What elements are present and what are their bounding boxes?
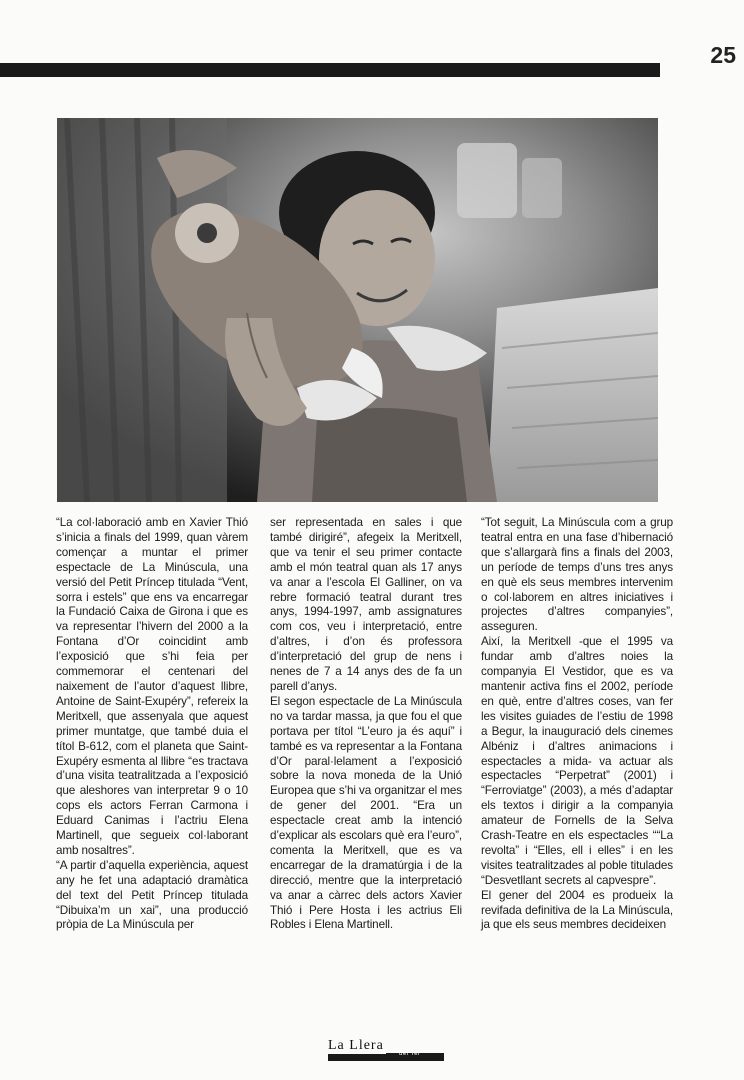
paragraph: Així, la Meritxell -que el 1995 va fundar amb d’altres noies la companyia El Vestidor, que es va mantenir activa fins el 2002, període en què, entre d’altres coses, van fer les visites guiades de l’estiu de 1998 a Begur, la inauguració dels cinemes Albéniz i d’altres animacions i espectacles a mida- va actuar als espectacles “Perpetrat” (2001) i “Ferroviatge” (2003), a més d’adaptar els textos i dirigir a la companyia amateur de Fornells de la Selva Crash-Teatre en els espectacles ““La revolta” i “Elles, ell i elles” i en les visites teatralitzades al poble titulades “Desvetllant secrets al capvespre”. [481, 635, 673, 887]
footer-rule [328, 1053, 444, 1061]
article-column-2 [270, 516, 462, 933]
paragraph: El gener del 2004 es produeix la revifada definitiva de la La Minúscula, ja que els seus membres decideixen [481, 888, 673, 932]
paragraph: “A partir d’aquella experiència, aquest any he fet una adaptació dramàtica del text del Petit Príncep titulada “Dibuixa’m un xai”, una producció pròpia de La Minúscula per [56, 858, 248, 932]
photo-girl-hugging-plush-doll-icon [57, 118, 658, 502]
paragraph: El segon espectacle de La Minúscula no va tardar massa, ja que fou el que portava per títol “L’euro ja és aquí” i també es va representar a la Fontana d’Or paral·lelament a l’exposició sobre la nova moneda de la Unió Europea que s’hi va organitzar el mes de gener del 2001. “Era un espectacle creat amb la intenció d’explicar als escolars què era l’euro”, comenta la Meritxell, que es va encarregar de la dramatúrgia i de la direcció, mentre que la interpretació va anar a càrrec dels actors Xavier Thió i Pere Hosta i les actrius Eli Robles i Elena Martinell. [270, 694, 462, 932]
page-number: 25 [710, 42, 736, 68]
paragraph: “La col·laboració amb en Xavier Thió s’inicia a finals del 1999, quan vàrem començar a muntar el primer espectacle de La Minúscula, una versió del Petit Príncep titulada “Vent, sorra i estels” que ens va encarregar la Fundació Caixa de Girona i que es va representar l’hivern del 2000 a la Fontana d’Or coincidint amb l’exposició que s’hi feia per commemorar el centenari del naixement de l’autor d’aquest llibre, Antoine de Saint-Exupéry”, refereix la Meritxell, que assenyala que aquest primer muntatge, que també duia el títol B-612, com el planeta que Saint-Exupéry esmenta al llibre “es tractava d’una visita teatralitzada a l’exposició que aleshores van interpretar 9 o 10 cops els actors Ferran Carmona i Eduard Canimas i l’actriu Elena Martinell, que segueix col·laborant amb nosaltres”. [56, 516, 248, 857]
paragraph: “Tot seguit, La Minúscula com a grup teatral entra en una fase d’hibernació que s’allargarà fins a finals del 2003, un període de temps d’uns tres anys en què els seus membres intervenim o col·laborem en altres iniciatives i projectes d’altres companyies”, asseguren. [481, 516, 673, 634]
publication-logo [328, 1038, 448, 1064]
header-rule [0, 63, 660, 77]
article-photo [57, 118, 658, 502]
article-column-3 [481, 516, 673, 933]
article-column-1 [56, 516, 248, 933]
logo-main-text: La Llera [328, 1038, 384, 1053]
logo-sub-text: del Ter [399, 1051, 421, 1057]
paragraph: ser representada en sales i que també dirigiré”, afegeix la Meritxell, que va tenir el seu primer contacte amb el món teatral quan als 17 anys va anar a l’escola El Galliner, on va rebre formació teatral durant tres anys, 1994-1997, amb assignatures com cos, veu i interpretació, entre d’altres, i d’on és professora d’interpretació del grup de nens i nenes de 7 a 14 anys des de fa un parell d’anys. [270, 516, 462, 693]
